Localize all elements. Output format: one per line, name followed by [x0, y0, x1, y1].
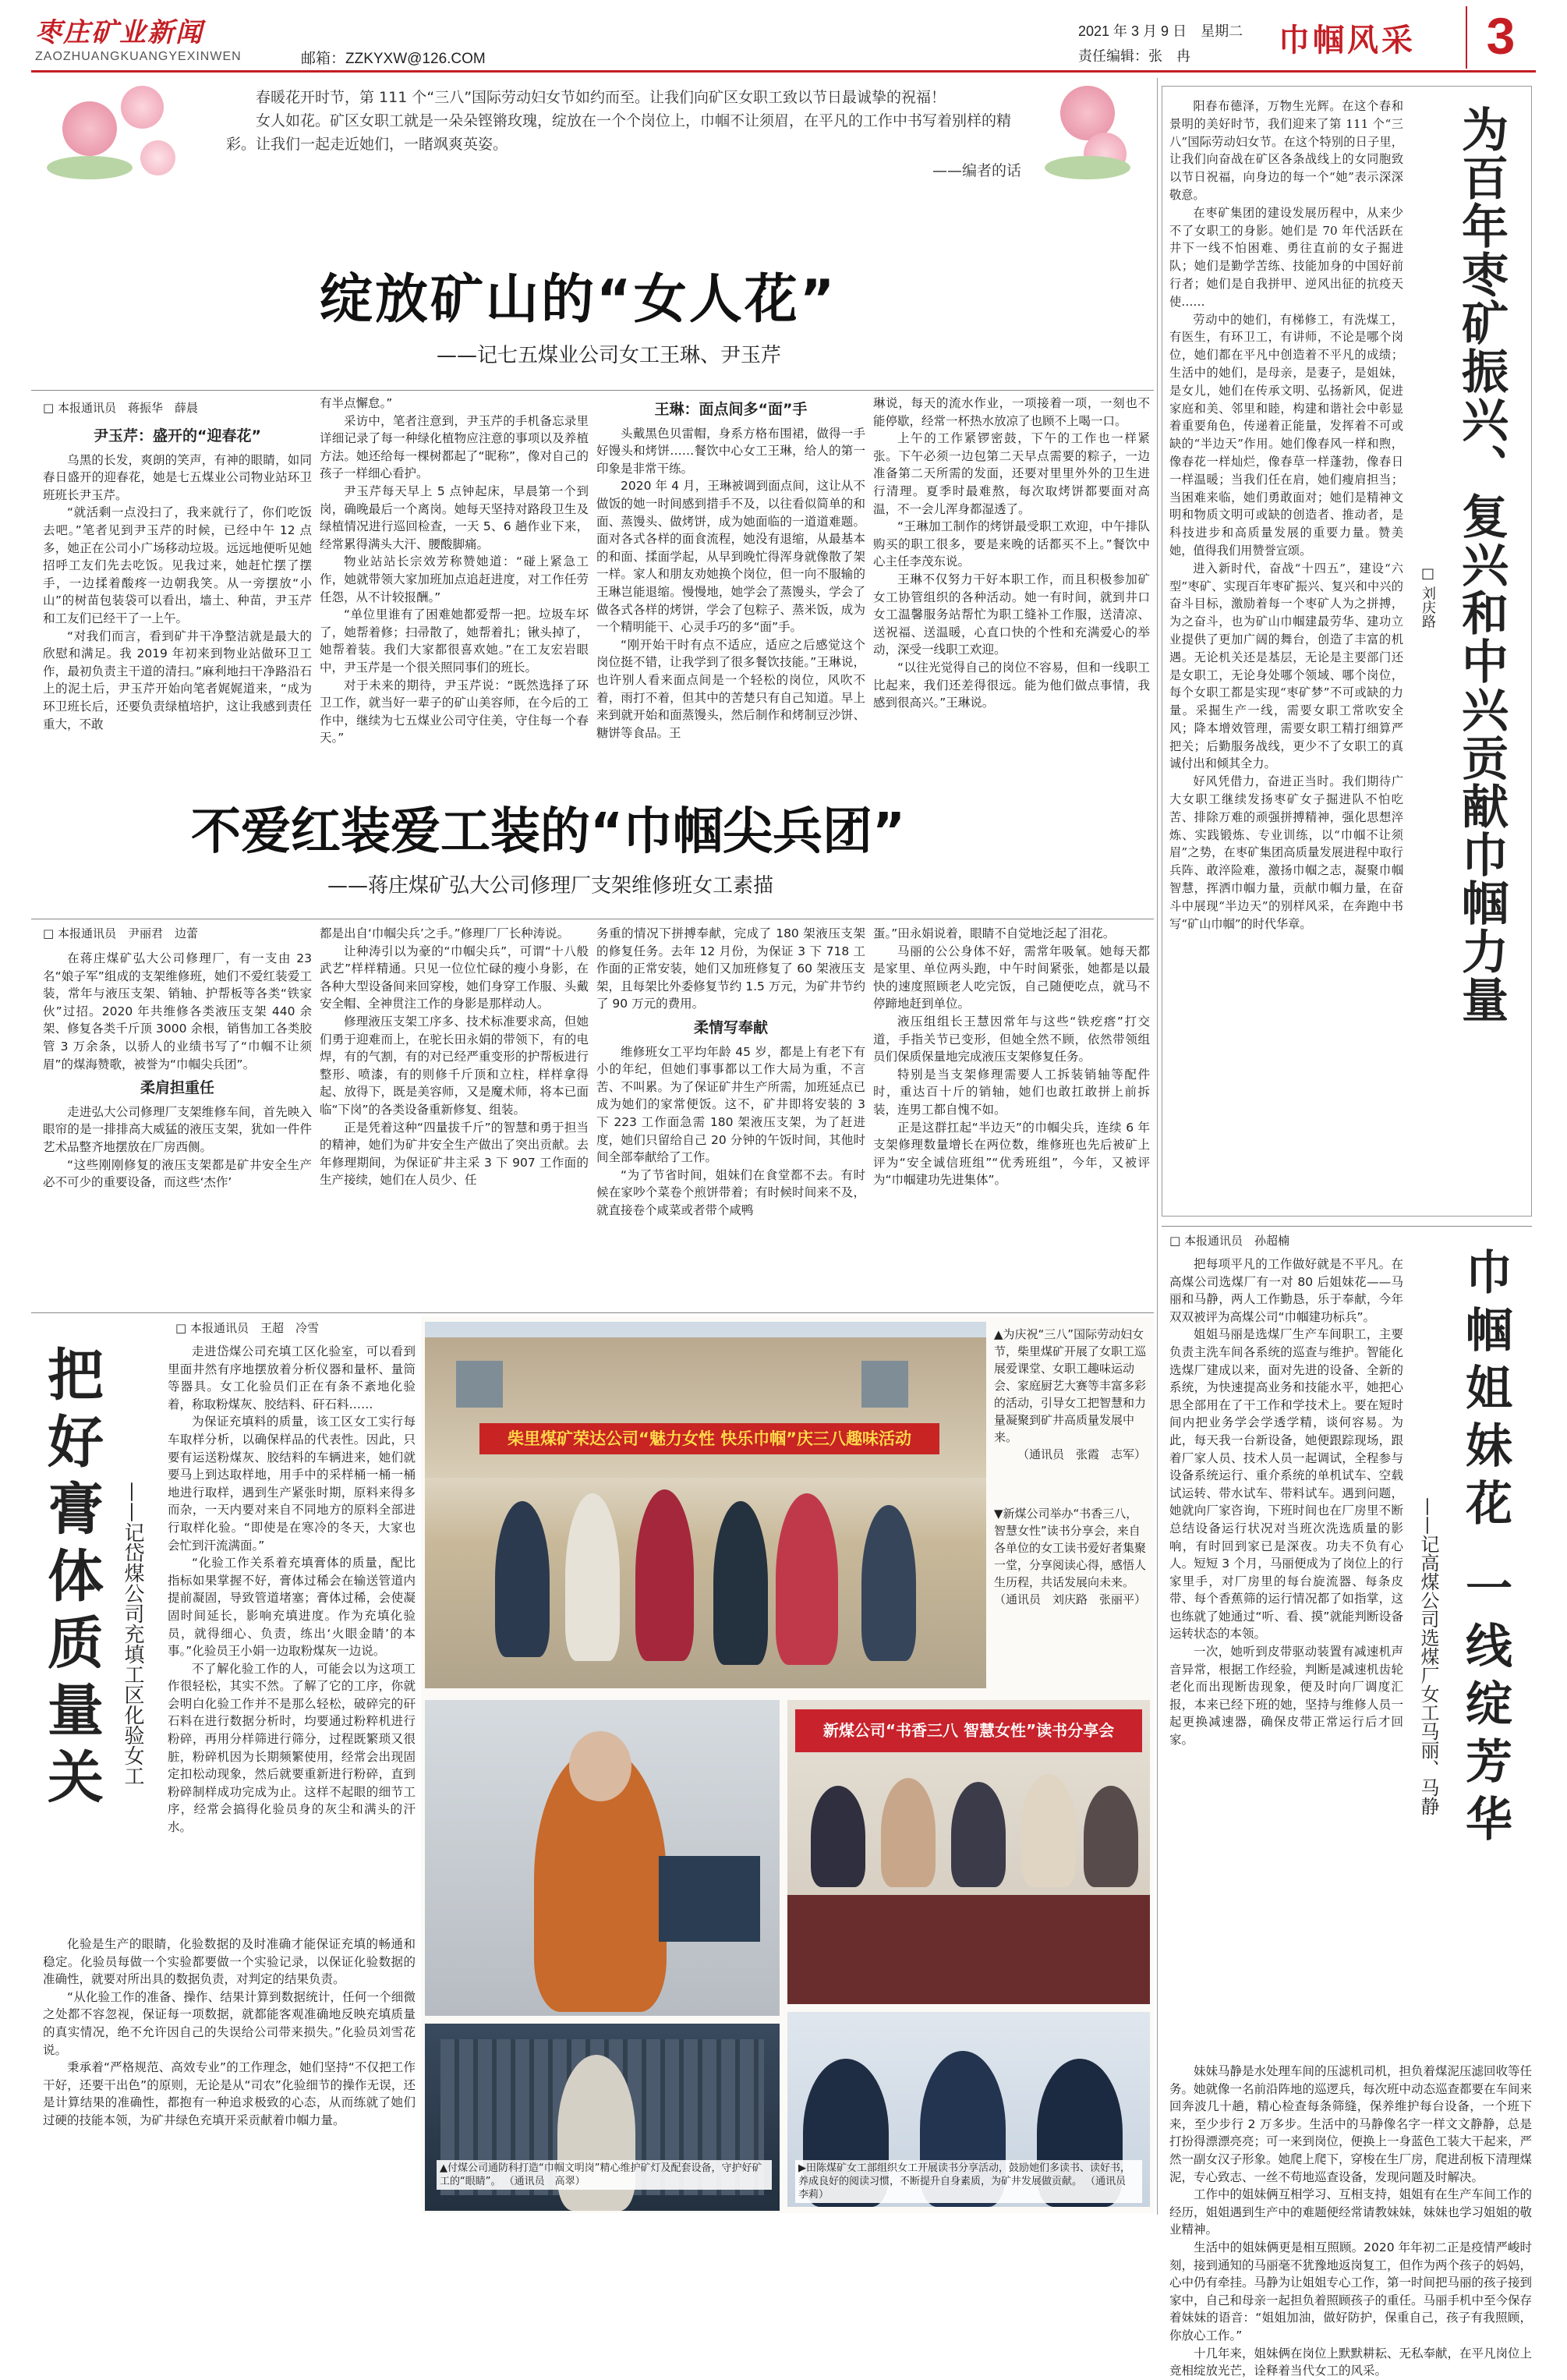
article1-byline: □ 本报通讯员 蒋振华 薛晨: [43, 401, 198, 415]
article-paragraph: 液压组组长王慧因常年与这些“铁疙瘩”打交道，手指关节已变形，但她全然不顾，依然带领组员们保质保量地完成液压支架修复任务。: [873, 1014, 1150, 1064]
photo-lab-worker: [425, 1700, 780, 2016]
header-rule: [31, 70, 1536, 73]
masthead-divider: [1466, 6, 1467, 69]
article2-title: 不爱红装爱工装的“巾帼尖兵团”: [191, 803, 906, 861]
article2-column-3: [596, 925, 865, 1297]
commentary-paragraph: 在枣矿集团的建设发展历程中，从来少不了女职工的身影。她们是 70 年代活跃在井下一线不怕困难、勇往直前的女子掘进队；她们是勤学苦练、技能加身的中国好前行者；她们是自我拼甲、逆风出征的抗疫天使……: [1169, 205, 1403, 309]
article-paragraph: 妹妹马静是水处理车间的压滤机司机，担负着煤泥压滤回收等任务。她就像一名前沿阵地的巡逻兵，每次班中动态巡查都要在车间来回奔波几十趟，精心检查每条筛缝，保养维护每台设备，一个班下来，至少步行 2 万多步。生活中的马静像名字一样文文静静，总是打扮得漂漂亮亮；可一来到岗位，便换上一身蓝色工装大干起来，严然一副女汉子形象。她爬上爬下，穿梭在生厂房，爬进刮板下清理煤泥，专心致志、一丝不苟地巡查设备，发现问题及时解决。: [1169, 2064, 1533, 2184]
article-paragraph: 维修班女工平均年龄 45 岁，都是上有老下有小的年纪，但她们事事都以工作大局为重，不言苦、不叫累。为了保证矿井生产所需，加班延点已成为她们的家常便饭。这不，矿井即将安装的 3 下 223 工作面急需 180 架液压支架，为了赶进度，她们只留给自己 20 分钟的午饭时间，其他时间全部奉献给了工作。: [596, 1044, 865, 1165]
article-paragraph: 把每项平凡的工作做好就是不平凡。在高煤公司选煤厂有一对 80 后姐妹花——马丽和马静，两人工作勤恳，乐于奉献，今年双双被评为高煤公司“巾帼建功标兵”。: [1169, 1257, 1403, 1324]
caption-text: ▲付煤公司通防科打造“巾帼文明岗”精心维护矿灯及配套设备，守护好矿工的“眼睛”。: [440, 2162, 762, 2187]
editor-preface: [226, 86, 1021, 182]
article-paragraph: 对于未来的期待，尹玉芹说：“既然选择了环卫工作，就当好一辈子的矿山美容师，在今后的工作中，继续为七五煤业公司守住美，守住每一个春天。”: [320, 678, 589, 746]
article-paragraph: 秉承着“严格规范、高效专业”的工作理念，她们坚持“不仅把工作干好，还要干出色”的原则，无论是从“司农”化验细节的操作无误，还是计算结果的准确性，都抱有一种追求极致的心态，从而练就了她们过硬的技能本领，为矿井绿色充填开采贡献着巾帼力量。: [43, 2060, 416, 2127]
commentary-paragraph: 阳春布德泽，万物生光辉。在这个春和景明的美好时节，我们迎来了第 111 个“三八”国际劳动妇女节。在这个特别的日子里，让我们向奋战在矿区各条战线上的女同胞致以节日祝福，向身边的每一个“她”表示深深敬意。: [1169, 99, 1403, 202]
article3-body-top: [168, 1343, 416, 1932]
article-paragraph: “为了节省时间，姐妹们在食堂都不去。有时候在家吵个菜卷个煎饼带着；有时候时间来不及，就直接卷个咸菜或者带个咸鸭: [596, 1167, 865, 1217]
article2-heading-2: 柔情写奉献: [693, 1018, 768, 1036]
commentary-paragraph: 进入新时代，奋战“十四五”，建设“六型”枣矿、实现百年枣矿振兴、复兴和中兴的奋斗目标，激励着每一个枣矿人为之拼搏，为之奋斗，也为矿山巾帼建最劳华、建功立业提供了更加广阔的舞台，创造了丰富的机遇。无论机关还是基层，无论是主要部门还是女职工，无论身处哪个领域、哪个岗位，每个女职工都是实现“枣矿梦”不可或缺的力量。采掘生产一线，需要女职工常吹安全风；降本增效管理，需要女职工精打细算严把关；后勤服务战线，更少不了女职工的真诚付出和倾其全力。: [1169, 561, 1403, 771]
article-paragraph: 头戴黑色贝雷帽，身系方格布围裙，做得一手好馒头和烤饼……餐饮中心女工王琳，给人的第一印象是非常干练。: [596, 426, 865, 476]
article-paragraph: 让种涛引以为豪的“巾帼尖兵”，可谓“十八般武艺”样样精通。只见一位位忙碌的瘦小身影，在各种大型设备间来回穿梭，她们身穿工作服、头戴安全帽、全神贯注工作的身影是那样动人。: [320, 944, 589, 1011]
article2-byline: □ 本报通讯员 尹丽君 边蕾: [43, 926, 198, 940]
photo-caption-reading-text: [795, 2160, 1142, 2203]
caption-credit: （通讯员 刘庆路 张丽平）: [994, 1592, 1147, 1606]
article-paragraph: 走进岱煤公司充填工区化验室，可以看到里面井然有序地摆放着分析仪器和量杯、量筒等器具。女工化验员们正在有条不紊地化验着，称取粉煤灰、胶结料、矸石料……: [168, 1344, 416, 1411]
article-paragraph: “以往光觉得自己的岗位不容易，但和一线职工比起来，我们还差得很远。能为他们做点事情，我感到很高兴。”王琳说。: [873, 660, 1150, 710]
article-paragraph: 工作中的姐妹俩互相学习、互相支持，姐姐有在生产车间工作的经历，姐姐遇到生产中的难题便经常请教妹妹，妹妹也学习姐姐的敬业精神。: [1169, 2187, 1533, 2237]
article1-subtitle: ——记七五煤业公司女工王琳、尹玉芹: [437, 344, 782, 367]
flower-decoration-right: [1037, 78, 1154, 203]
preface-paragraph: 女人如花。矿区女职工就是一朵朵铿锵玫瑰，绽放在一个个岗位上，巾帼不让须眉，在平凡的工作中书写着别样的精彩。让我们一起走近她们，一睹飒爽英姿。: [226, 112, 1012, 153]
article5-subtitle: ——记高煤公司选煤厂女工马丽、马静: [1417, 1497, 1439, 1815]
article2-column-4: [873, 925, 1150, 1297]
article-paragraph: 正是凭着这种“四量拔千斤”的智慧和勇于担当的精神，她们为矿井安全生产做出了突出贡献。去年修理期间，为保证矿井主采 3 下 907 工作面的生产接续，她们在人员少、任: [320, 1120, 589, 1188]
article1-heading-wang: 王琳：面点间多“面”手: [654, 401, 808, 418]
article-paragraph: 王琳不仅努力干好本职工作，而且积极参加矿女工协管组织的各种活动。她一有时间，就到井口女工温馨服务站帮忙为职工缝补工作服，送清凉、送祝福、送温暖，心直口快的个性和充满爱心的举动，深受一线职工欢迎。: [873, 572, 1150, 657]
issue-date: 2021 年 3 月 9 日 星期二: [1078, 23, 1243, 39]
article-paragraph: 特别是当支架修理需要人工拆装销轴等配件时，重达百十斤的销轴，她们也敢扛敢拼上前拆装，连男工都自愧不如。: [873, 1067, 1150, 1117]
article5-title-1: 巾帼姐妹花: [1458, 1248, 1512, 1536]
commentary-paragraph: 劳动中的她们，有梯修工，有洗煤工，有医生，有环卫工，有讲师，不论是哪个岗位，她们都在平凡中创造着不平凡的成绩；生活中的她们，是母亲，是妻子，是姐妹，是女儿，她们在传承文明、弘扬新风，促进家庭和美、邻里和睦，构建和谐社会中彰显着重要角色，传递着正能量，发挥着不可或缺的“半边天”作用。她们像春风一样和煦，像春花一样灿烂，像春草一样蓬勃，像春日一样温暖；当我们任在肩，她们瘦肩担当；当困难来临，她们勇敢面对；她们是精神文明和物质文明可或缺的创造者、推动者，是科技进步和高质量发展的重要力量。赞美她，值得我们用赞誉宣颂。: [1169, 312, 1403, 558]
article-paragraph: 上午的工作紧锣密鼓，下午的工作也一样紧张。下午必须一边包第二天早点需要的粽子，一边准备第二天所需的发面，还要对里里外外的卫生进行清理。夏季时最难熬，每次取烤饼都要面对高温，不一会儿浑身都湿透了。: [873, 431, 1150, 516]
article1-column-4: [873, 395, 1150, 772]
section-name: 巾帼风采: [1279, 22, 1416, 58]
article3-byline: □ 本报通讯员 王超 冷雪: [175, 1321, 319, 1335]
article5-body-top: [1169, 1256, 1403, 2059]
article-paragraph: 正是这群扛起“半边天”的巾帼尖兵，连续 6 年支架修理数量增长在两位数，维修班也先后被矿上评为“安全诚信班组”“优秀班组”，今年，又被评为“巾帼建功先进集体”。: [873, 1120, 1150, 1188]
commentary-title: 为百年枣矿振兴、复兴和中兴贡献巾帼力量: [1454, 105, 1509, 1024]
photo-reading-session: [787, 1700, 1150, 2004]
article-paragraph: 姐姐马丽是选煤厂生产车间职工，主要负责主洗车间各系统的巡查与维护。智能化选煤厂建成以来，面对先进的设备、全新的系统，为快速提高业务和技能水平，她把心思全部用在了干工作和学技术上。要在短时间内把业务学会学透学精，谈何容易。为此，每天我一台新设备，她便跟踪现场，跟着厂家人员、技术人员一起调试，全程参与设备系统运行、重介系统的单机试车、空载试运转、带水试车、带料试车。遇到问题，她就向厂家咨询，下班时间也在厂房里不断总结设备运行状况对当班次洗选质量的影响，有时回到家已是深夜。功夫不负有心人。短短 3 个月，马丽便成为了岗位上的行家里手，对厂房里的每台旋流器、每条皮带、每个香蕉筛的运行情况都了如指掌，这也练就了她通过“听、看、摸”就能判断设备运转状态的本领。: [1169, 1327, 1403, 1642]
caption-credit: （通讯员 李莉）: [798, 2176, 1137, 2201]
article-paragraph: “就活剩一点没扫了，我来就行了，你们吃饭去吧。”笔者见到尹玉芹的时候，已经中午 12 点多，她正在公司小广场移动垃圾。远远地便听见她招呼工友们先去吃饭。见我过来，她赶忙摆了摆手，一边揉着酸疼一边朝我笑。从一旁摆放“小山”的树苗包装袋可以看出，墙土、种苗，尹玉芹和工友们已经干了一上午。: [43, 505, 312, 625]
article2-column-1: [43, 950, 312, 1297]
article-paragraph: 不了解化验工作的人，可能会以为这项工作很轻松，其实不然。了解了它的工序，你就会明白化验工作并不是那么轻松，破碎完的矸石料在进行数据分析时，均要通过粉粹机进行粉碎，再用分样筛进行筛分，过程既繁琐又很脏，粉碎机因为长期频繁使用，经常会出现固定扣松动现象，然后就要重新进行粉碎，直到粉碎制样成功完成为止。这样不起眼的细节工序，经常会搞得化验员身的灰尘和满头的汗水。: [168, 1661, 416, 1835]
article5-byline: □ 本报通讯员 孙超楠: [1169, 1234, 1289, 1248]
article2-heading-1: 柔肩担重任: [140, 1079, 214, 1097]
photo-outdoor-activity: [425, 1322, 986, 1688]
masthead-pinyin: ZAOZHUANGKUANGYEXINWEN: [35, 50, 242, 63]
article1-column-2: [320, 395, 589, 772]
photo-caption-2: [994, 1505, 1146, 1608]
article-paragraph: 乌黑的长发，爽朗的笑声，有神的眼睛，如同春日盛开的迎春花，她是七五煤业公司物业站环卫班班长尹玉芹。: [43, 452, 312, 502]
article3-title: 把好膏体质量关: [38, 1345, 104, 1815]
commentary-paragraph: 好风凭借力，奋进正当时。我们期待广大女职工继续发扬枣矿女子掘进队不怕吃苦、排除万难的顽强拼搏精神，强化思想淬炼、实践锻炼、专业训练，以“巾帼不让须眉”之势，在枣矿集团高质量发展进程中取行兵阵、敢淬险难，激扬巾帼之志，凝聚巾帼智慧，挥洒巾帼力量，贡献巾帼力量，在奋斗中展现“半边天”的别样风采，在奔跑中书写“矿山巾帼”的时代华章。: [1169, 774, 1403, 931]
article-paragraph: 在蒋庄煤矿弘大公司修理厂，有一支由 23 名“娘子军”组成的支架维修班，她们不爱红装爱工装，常年与液压支架、销轴、护帮板等各类“铁家伙”过招。2020 年共维修各类液压支架 440 余架、修复各类千斤顶 3000 余根，销售加工各类胶管 3 万余条，以骄人的业绩书写了“巾帼不让须眉”的煤海赞歌，被誉为“巾帼尖兵团”。: [43, 951, 312, 1071]
article5-title-2: 一线绽芳华: [1458, 1564, 1512, 1852]
article1-rule: [31, 390, 1154, 391]
article-paragraph: 走进弘大公司修理厂支架维修车间，首先映入眼帘的是一排排高大威猛的液压支架，犹如一件件艺术品整齐地摆放在厂房西侧。: [43, 1104, 312, 1154]
article-paragraph: 十几年来，姐妹俩在岗位上默默耕耘、无私奉献，在平凡岗位上竞相绽放光芒，诠释着当代女工的风采。: [1169, 2346, 1533, 2378]
article-paragraph: 生活中的姐妹俩更是相互照顾。2020 年年初二正是疫情严峻时刻，接到通知的马丽毫不犹豫地返岗复工，但作为两个孩子的妈妈，心中仍有牵挂。马静为让姐姐专心工作，第一时间把马丽的孩子接到家中，自己和母亲一起担负着照顾孩子的重任。马丽手机中至今保存着妹妹的语音：“姐姐加油，做好防护，保重自己，孩子有我照顾，你放心工作。”: [1169, 2240, 1533, 2343]
column-divider: [1157, 78, 1158, 2215]
article5-rule: [1162, 1226, 1532, 1227]
article-paragraph: 为保证充填料的质量，该工区女工实行每车取样分析，以确保样品的代表性。因此，只要有运送粉煤灰、胶结料的车辆进来，她们就要马上到达取样地，用手中的采样桶一桶一桶地进行取样，遇到生产紧张时期，原料来得多而杂，一天内要对来自不同地方的原料全部进行取样化验。“即使是在寒冷的冬天，大家也会忙到汗流满面。”: [168, 1415, 416, 1553]
article1-column-1: [43, 421, 312, 772]
photo-caption-lamp-text: [437, 2160, 772, 2190]
masthead-title: 枣庄矿业新闻: [35, 17, 203, 48]
article1-heading-yin: 尹玉芹：盛开的“迎春花”: [94, 427, 261, 444]
article-paragraph: “王琳加工制作的烤饼最受职工欢迎，中午排队购买的职工很多，要是来晚的话都买不上。”餐饮中心主任李茂东说。: [873, 519, 1150, 569]
caption-text: ▲为庆祝“三八”国际劳动妇女节，柴里煤矿开展了女职工巡展爱课堂、女职工趣味运动会、家庭厨艺大赛等丰富多彩的活动，引导女工把智慧和力量凝聚到矿井高质量发展中来。: [994, 1327, 1147, 1444]
article-paragraph: 2020 年 4 月，王琳被调到面点间，这让从不做饭的她一时间感到措手不及，以往看似简单的和面、蒸馒头、做烤饼，成为她面临的一道道难题。面对各式各样的面食流程，她没有退缩，从最基本的和面、揉面学起，从早到晚忙得浑身就像散了架一样。家人和朋友劝她换个岗位，但一向不服输的王琳岂能退缩。慢慢地，她学会了蒸馒头，学会了做各式各样的烤饼，学会了包粽子、蒸米饭，成为一个精明能干、心灵手巧的多“面”手。: [596, 479, 865, 635]
caption-credit: （通讯员 张霞 志军）: [1017, 1447, 1146, 1461]
article-paragraph: 务重的情况下拼搏奉献，完成了 180 架液压支架的修复任务。去年 12 月份，为保证 3 下 718 工作面的正常安装，她们又加班修复了 60 架液压支架，且每架比外委修复节约 1.5 万元，为矿井节约了 90 万元的费用。: [596, 926, 865, 1011]
article-paragraph: “这些刚刚修复的液压支架都是矿井安全生产必不可少的重要设备，而这些‘杰作’: [43, 1157, 312, 1190]
editor-line: 责任编辑：张 冉: [1078, 48, 1190, 64]
article1-column-3: [596, 395, 865, 772]
page-number: 3: [1486, 7, 1516, 65]
caption-text: ▼新煤公司举办“书香三八，智慧女性”读书分享会，来自各单位的女工读书爱好者集聚一堂，分享阅读心得，感悟人生历程，共话发展向未来。: [994, 1507, 1147, 1589]
preface-paragraph: 春暖花开时节，第 111 个“三八”国际劳动妇女节如约而至。让我们向矿区女职工致以节日最诚挚的祝福！: [256, 89, 946, 106]
photo-caption-lamp-room: [787, 2016, 788, 2017]
article-paragraph: “从化验工作的准备、操作、结果计算到数据统计，任何一个细微之处都不容忽视，保证每一项数据，就都能客观准确地反映充填质量的真实情况，绝不允许因自己的失误给公司带来损失。”化验员刘雪花说。: [43, 1989, 416, 2057]
article2-subtitle: ——蒋庄煤矿弘大公司修理厂支架维修班女工素描: [327, 874, 774, 898]
article-paragraph: “刚开始干时有点不适应，适应之后感觉这个岗位挺不错，让我学到了很多餐饮技能。”王琳说，也许别人看来面点间是一个轻松的岗位，风吹不着，雨打不着，但其中的苦楚只有自己知道。早上来到就开始和面蒸馒头，然后制作和烤制豆沙饼、糖饼等食品。王: [596, 637, 865, 740]
article5-body-bottom: [1169, 2063, 1533, 2378]
commentary-byline: □ 刘庆路: [1420, 565, 1436, 629]
article1-title: 绽放矿山的“女人花”: [320, 269, 837, 331]
article-paragraph: 有半点懈怠。”: [320, 396, 393, 410]
article2-column-2: [320, 925, 589, 1297]
article-paragraph: 化验是生产的眼睛，化验数据的及时准确才能保证充填的畅通和稳定。化验员每做一个实验都要做一个实验记录，以保证化验数据的准确性，就要对所出具的数据负责，对判定的结果负责。: [43, 1937, 416, 1987]
caption-credit: （通讯员 高翠）: [504, 2176, 585, 2187]
article-paragraph: 蛋。”田永娟说着，眼睛不自觉地泛起了泪花。: [873, 926, 1116, 940]
article-paragraph: 一次，她听到皮带驱动装置有减速机声音异常，根据工作经验，判断是减速机齿轮老化而出现断齿现象，便及时向厂调度汇报，本来已经下班的她，坚持与维修人员一起更换减速器，确保皮带正常运行后才回家。: [1169, 1645, 1403, 1748]
article-paragraph: “化验工作关系着充填膏体的质量，配比指标如果掌握不好，膏体过稀会在输送管道内提前凝固，导致管道堵塞；膏体过稀，会使凝固时间延长，影响充填进度。作为充填化验员，就得细心、负责，练出‘火眼金睛’的本事。”化验员王小娟一边取粉煤灰一边说。: [168, 1556, 416, 1659]
article-paragraph: 采访中，笔者注意到，尹玉芹的手机备忘录里详细记录了每一种绿化植物应注意的事项以及养植方法。她还给每一棵树都起了“昵称”，像对自己的孩子一样细心看护。: [320, 413, 589, 481]
article-paragraph: “对我们而言，看到矿井干净整洁就是最大的欣慰和满足。我 2019 年初来到物业站做环卫工作，最初负责主干道的清扫。”麻利地扫干净路沿石上的泥土后，尹玉芹开始向笔者娓娓道来，“成为环卫班长后，还要负责绿植培护，这让我感到责任重大，不敢: [43, 629, 312, 731]
activity-banner: 柴里煤矿荣达公司“魅力女性 快乐巾帼”庆三八趣味活动: [479, 1423, 939, 1454]
article-paragraph: 物业站站长宗效芳称赞她道：“碰上紧急工作，她就带领大家加班加点追赶进度，对工作任劳任怨，从不计较报酬。”: [320, 554, 589, 604]
photo-caption-1: [994, 1326, 1146, 1463]
masthead-email: 邮箱：ZZKYXW@126.COM: [301, 51, 486, 67]
article-paragraph: 尹玉芹每天早上 5 点钟起床，早晨第一个到岗，确晚最后一个离岗。她每天坚持对路段卫生及绿植情况进行巡回检查，一天 5、6 趟作业下来，经常累得满头大汗、腰酸脚痛。: [320, 483, 589, 551]
reading-banner: 新煤公司“书香三八 智慧女性”读书分享会: [795, 1709, 1142, 1752]
article-paragraph: 琳说，每天的流水作业，一项接着一项，一刻也不能停歇，经常一杯热水放凉了也顾不上喝一口。: [873, 396, 1150, 428]
commentary-body: [1169, 97, 1403, 1197]
preface-sign: ——编者的话: [932, 162, 1021, 179]
article-paragraph: “单位里谁有了困难她都爱帮一把。垃圾车坏了，她帮着修；扫帚散了，她帮着扎；锹头掉了，她帮着装。我们大家都很喜欢她。”在工友宏岩眼中，尹玉芹是一个很关照同事们的班长。: [320, 607, 589, 675]
article3-body-bottom: [43, 1936, 416, 2212]
article-paragraph: 修理液压支架工序多、技术标准要求高，但她们勇于迎难而上，在驼长田永娟的带领下，有的电焊，有的气割，有的对已经严重变形的护帮板进行整形、喷漆，有的则修千斤顶和立柱，样样拿得起、放得下，既是美容师，又是魔术师，将本已面临“下岗”的各类设备重新修复、组装。: [320, 1014, 589, 1117]
flower-decoration-left: [47, 78, 226, 203]
article3-rule: [31, 1312, 1154, 1313]
caption-text: ▶田陈煤矿女工部组织女工开展读书分享活动，鼓励她们多读书、读好书，养成良好的阅读习惯，不断提升自身素质，为矿井发展做贡献。: [798, 2162, 1130, 2187]
article3-subtitle: ——记岱煤公司充填工区化验女工: [121, 1482, 144, 1786]
article-paragraph: 马丽的公公身体不好，需常年吸氧。她每天都是家里、单位两头跑，中午时间紧张，她都是以最快的速度照顾老人吃完饭，自己随便吃点，就马不停蹄地赶到单位。: [873, 944, 1150, 1011]
article-paragraph: 都是出自‘巾帼尖兵’之手。”修理厂厂长种涛说。: [320, 926, 570, 940]
